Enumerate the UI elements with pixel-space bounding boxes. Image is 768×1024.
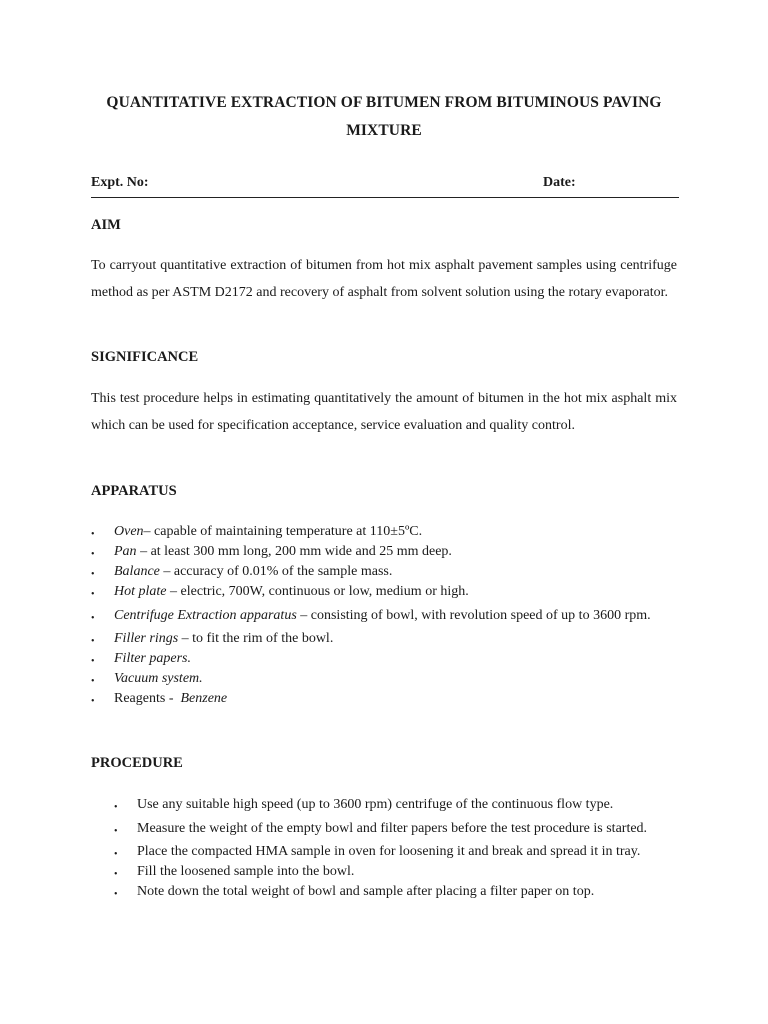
bullet-icon: • (91, 696, 95, 707)
date-label: Date: (543, 175, 576, 190)
procedure-step (114, 862, 677, 882)
apparatus-item (91, 522, 677, 542)
apparatus-item-term: Filter papers. (114, 651, 191, 666)
apparatus-item-description: – consisting of bowl, with revolution speed of up to 3600 rpm. (296, 608, 651, 623)
apparatus-item (91, 649, 677, 669)
apparatus-item (91, 562, 677, 582)
apparatus-item (91, 689, 677, 709)
bullet-icon: • (114, 869, 118, 880)
apparatus-item (91, 542, 677, 562)
significance-heading: SIGNIFICANCE (91, 349, 199, 365)
apparatus-item-description: – to fit the rim of the bowl. (178, 631, 334, 646)
apparatus-item-term: Balance (114, 564, 160, 579)
document-title-line2: MIXTURE (346, 122, 422, 139)
bullet-icon: • (114, 826, 118, 837)
bullet-icon: • (91, 569, 95, 580)
apparatus-item (91, 582, 677, 602)
procedure-heading: PROCEDURE (91, 755, 183, 771)
bullet-icon: • (114, 802, 118, 813)
procedure-step-text: Fill the loosened sample into the bowl. (137, 864, 355, 879)
apparatus-item-term: Hot plate (114, 584, 167, 599)
significance-paragraph: This test procedure helps in estimating quantitatively the amount of bitumen in the hot mix asphalt mix which can be used for specification acceptance, service evaluation and quality control. (91, 391, 677, 433)
bullet-icon: • (91, 589, 95, 600)
procedure-step (114, 882, 677, 902)
procedure-step-text: Use any suitable high speed (up to 3600 rpm) centrifuge of the continuous flow type. (137, 797, 614, 812)
bullet-icon: • (91, 636, 95, 647)
apparatus-item-description: – accuracy of 0.01% of the sample mass. (159, 564, 393, 579)
bullet-icon: • (91, 613, 95, 624)
bullet-icon: • (91, 529, 95, 540)
apparatus-item-term: Centrifuge Extraction apparatus (114, 608, 297, 623)
expt-no-label: Expt. No: (91, 175, 149, 190)
procedure-step-text: Place the compacted HMA sample in oven for loosening it and break and spread it in tray. (137, 844, 641, 859)
procedure-list (114, 795, 677, 902)
document-title-line1: QUANTITATIVE EXTRACTION OF BITUMEN FROM BITUMINOUS PAVING (106, 94, 662, 111)
bullet-icon: • (91, 656, 95, 667)
apparatus-list (91, 522, 677, 709)
apparatus-item (91, 669, 677, 689)
procedure-step (114, 795, 677, 815)
bullet-icon: • (114, 849, 118, 860)
apparatus-item-term: Vacuum system. (114, 671, 203, 686)
procedure-step-text: Measure the weight of the empty bowl and filter papers before the test procedure is started. (137, 821, 648, 836)
bullet-icon: • (114, 889, 118, 900)
header-divider (91, 197, 679, 198)
apparatus-item (91, 629, 677, 649)
apparatus-item (91, 602, 677, 629)
apparatus-item-term: Filler rings (114, 631, 179, 646)
procedure-step (114, 815, 677, 842)
aim-paragraph: To carryout quantitative extraction of bitumen from hot mix asphalt pavement samples using centrifuge method as per ASTM D2172 and recovery of asphalt from solvent solution using the rotary evaporator. (91, 258, 677, 300)
procedure-step-text: Note down the total weight of bowl and sample after placing a filter paper on top. (137, 884, 595, 899)
procedure-step (114, 842, 677, 862)
apparatus-item-term: Oven (114, 524, 144, 539)
aim-heading: AIM (91, 217, 121, 233)
apparatus-item-description: – at least 300 mm long, 200 mm wide and 25 mm deep. (136, 544, 452, 559)
apparatus-item-description: – capable of maintaining temperature at 110±5ºC. (143, 524, 423, 539)
bullet-icon: • (91, 676, 95, 687)
bullet-icon: • (91, 549, 95, 560)
apparatus-item-prefix: Reagents - (114, 691, 181, 706)
apparatus-item-term: Pan (114, 544, 137, 559)
apparatus-item-description: – electric, 700W, continuous or low, medium or high. (166, 584, 469, 599)
apparatus-heading: APPARATUS (91, 483, 177, 499)
apparatus-item-term: Benzene (180, 691, 228, 706)
experiment-meta-row (91, 175, 679, 197)
